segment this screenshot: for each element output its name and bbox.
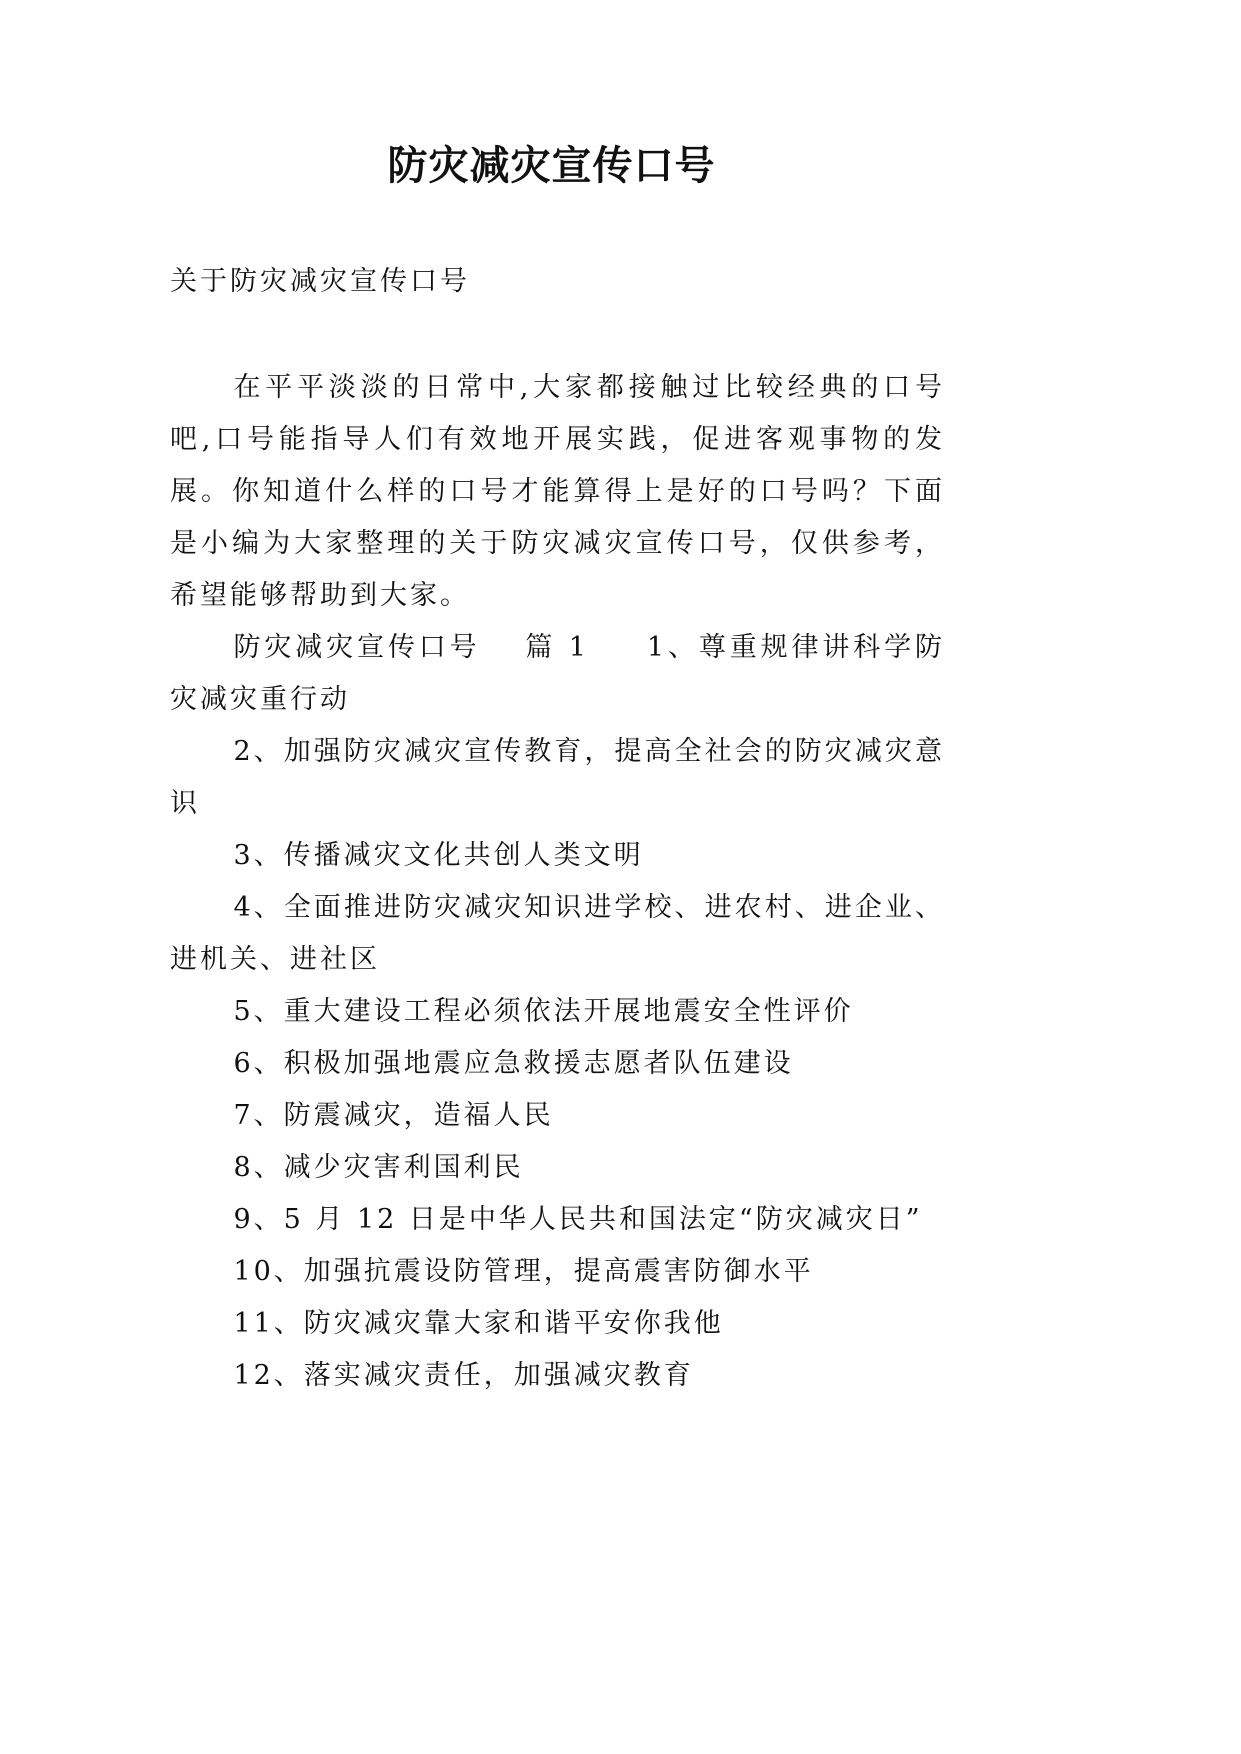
document-subtitle: 关于防灾减灾宣传口号 bbox=[170, 266, 470, 297]
document-body bbox=[170, 362, 945, 1402]
slogan-item: 8、减少灾害利国利民 bbox=[233, 1152, 524, 1183]
slogan-item: 6、积极加强地震应急救援志愿者队伍建设 bbox=[233, 1048, 794, 1079]
slogan-item: 4、全面推进防灾减灾知识进学校、进农村、进企业、进机关、进社区 bbox=[170, 892, 945, 975]
section-first-line bbox=[170, 622, 945, 726]
section-heading: 防灾减灾宣传口号 bbox=[233, 632, 481, 663]
slogan-item: 5、重大建设工程必须依法开展地震安全性评价 bbox=[233, 996, 854, 1027]
section-label: 篇 1 bbox=[524, 632, 589, 663]
slogan-item: 1、尊重规律讲科学防灾减灾重行动 bbox=[170, 632, 945, 715]
intro-paragraph: 在平平淡淡的日常中,大家都接触过比较经典的口号吧,口号能指导人们有效地开展实践，促进客观事物的发展。你知道什么样的口号才能算得上是好的口号吗？下面是小编为大家整理的关于防灾减灾宣传口号，仅供参考，希望能够帮助到大家。 bbox=[170, 372, 945, 611]
slogan-item: 10、加强抗震设防管理，提高震害防御水平 bbox=[233, 1256, 814, 1287]
slogan-item: 3、传播减灾文化共创人类文明 bbox=[233, 840, 644, 871]
slogan-item: 11、防灾减灾靠大家和谐平安你我他 bbox=[233, 1308, 724, 1339]
slogan-item: 2、加强防灾减灾宣传教育，提高全社会的防灾减灾意识 bbox=[170, 736, 945, 819]
document-title: 防灾减灾宣传口号 bbox=[387, 142, 716, 189]
slogan-item: 7、防震减灾，造福人民 bbox=[233, 1100, 554, 1131]
slogan-item: 12、落实减灾责任，加强减灾教育 bbox=[233, 1360, 694, 1391]
slogan-item: 9、5 月 12 日是中华人民共和国法定“防灾减灾日” bbox=[233, 1204, 923, 1235]
